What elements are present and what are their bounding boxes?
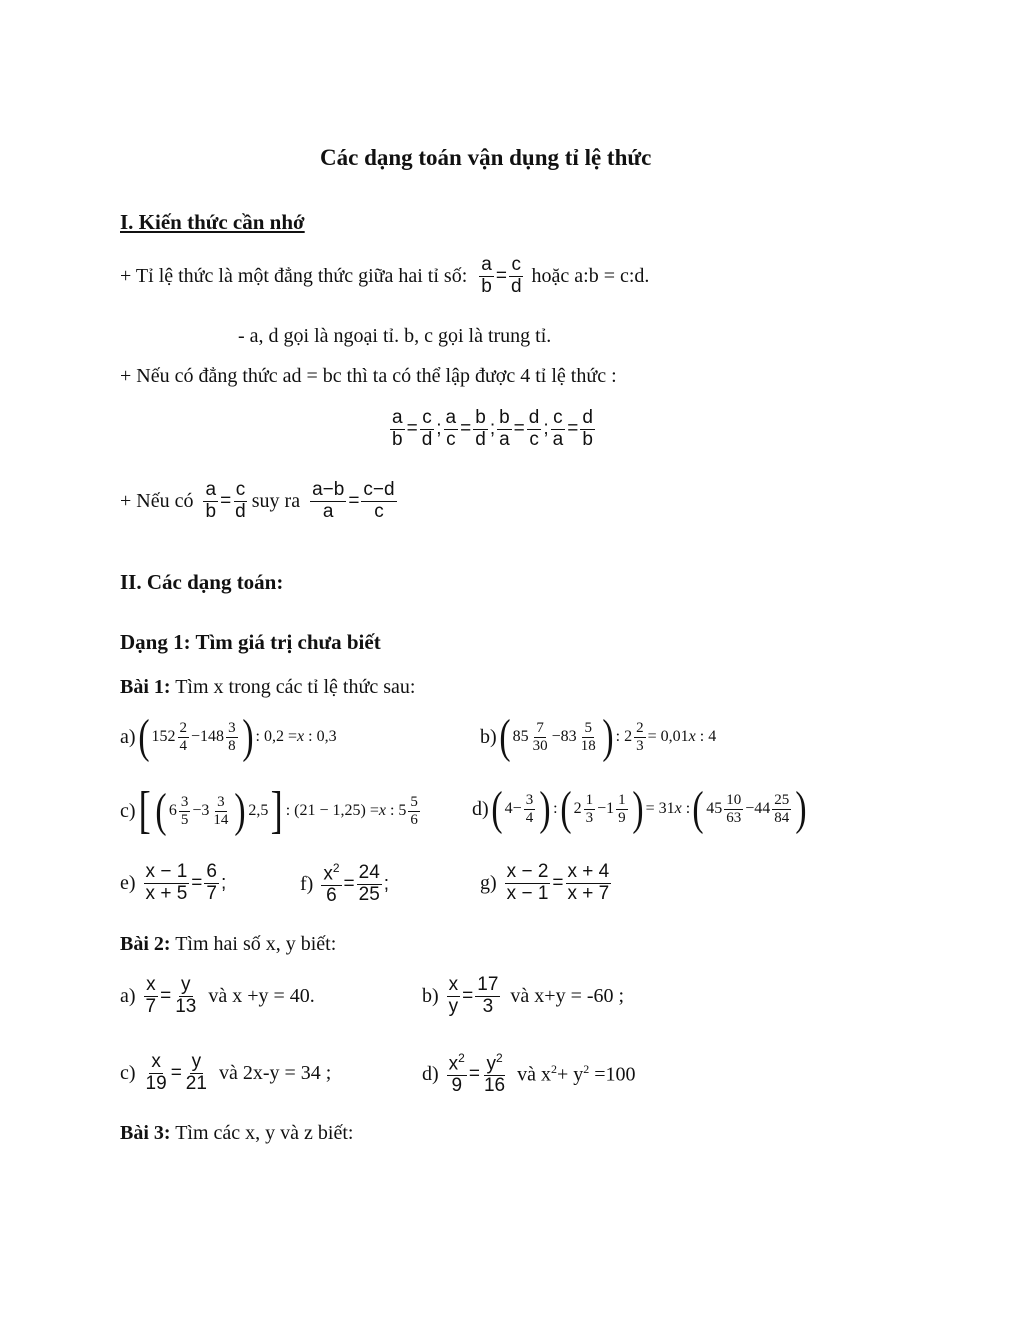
bai2-b-condition: và x+y = -60 ;	[510, 984, 625, 1007]
definition-text: + Tỉ lệ thức là một đẳng thức giữa hai tỉ số:	[120, 264, 468, 287]
dang1-heading: Dạng 1: Tìm giá trị chưa biết	[120, 630, 381, 654]
bai2-line	[120, 933, 336, 956]
bai1-label: Bài 1:	[120, 676, 171, 698]
corollary-given: $\frac{a}{b}$ = $\frac{c}{d}$	[205, 479, 246, 522]
section-heading-2: II. Các dạng toán:	[120, 570, 284, 594]
bai1-c: c) [ ( 6 $\frac{3}{5}$ −3 $\frac{3}{14}$ ) 2,5 ] : (21 − 1,25) = x : 5 $\frac{5}{6}$	[120, 782, 418, 839]
bai2-label: Bài 2:	[120, 933, 171, 955]
definition-suffix: hoặc a:b = c:d.	[531, 264, 650, 287]
bai2-b: b) $\frac{x}{y}$ = $\frac{17}{3}$ và x+y = -60 ;	[422, 974, 625, 1017]
property-line: + Nếu có đẳng thức ad = bc thì ta có thể lập được 4 tỉ lệ thức :	[120, 365, 617, 387]
bai3-label: Bài 3:	[120, 1122, 171, 1144]
bai1-b: b) ( 85 $\frac{7}{30}$ −83 $\frac{5}{18}$ ) : 2 $\frac{2}{3}$ = 0,01 x : 4	[480, 710, 717, 763]
definition-line	[120, 255, 649, 298]
bai2-text: Tìm hai số x, y biết:	[175, 933, 337, 955]
bai2-c-condition: và 2x-y = 34 ;	[218, 1061, 332, 1084]
page-title: Các dạng toán vận dụng tỉ lệ thức	[320, 145, 652, 170]
bai2-d: d) $\frac{x^2}{9}$ = $\frac{y^2}{16}$ và $x^2+ y^2 =100$	[422, 1051, 636, 1097]
corollary-result: $\frac{a-b}{a}$ = $\frac{c-d}{c}$	[312, 479, 395, 522]
corollary-prefix: + Nếu có	[120, 489, 194, 512]
bai1-d: d) ( 4− $\frac{3}{4}$ ) : ( 2 $\frac{1}{3}$ −1 $\frac{1}{9}$ ) = 31 x : ( 45 $\frac{10}{63}$ −44 $\frac{25}{84}$ )	[472, 782, 807, 835]
section-heading-1: I. Kiến thức cần nhớ	[120, 210, 305, 234]
bai2-a: a) $\frac{x}{7}$ = $\frac{y}{13}$ và x +y = 40.	[120, 974, 315, 1017]
bai1-g: g) $\frac{x - 2}{x - 1}$ = $\frac{x + 4}{x + 7}$	[480, 861, 610, 904]
bai2-d-condition: và $x^2+ y^2 =100$	[517, 1062, 636, 1086]
bai1-line	[120, 676, 415, 699]
bai3-text: Tìm các x, y và z biết:	[175, 1122, 354, 1144]
bai1-e: e) $\frac{x - 1}{x + 5}$ = $\frac{6}{7}$ ;	[120, 861, 227, 904]
corollary-line	[120, 480, 399, 523]
terms-line: - a, d gọi là ngoại tỉ. b, c gọi là trung tỉ.	[238, 325, 552, 347]
corollary-mid: suy ra	[251, 489, 301, 512]
four-proportions: $\frac{a}{b}$ = $\frac{c}{d}$ ; $\frac{a}{c}$ = $\frac{b}{d}$ ; $\frac{b}{a}$ = $\frac{d}{c}$ ; $\frac{c}{a}$ = $\frac{d}{b}$	[392, 407, 593, 450]
ratio-formula: $\frac{a}{b}$ = $\frac{c}{d}$	[481, 254, 522, 297]
bai2-a-condition: và x +y = 40.	[208, 984, 315, 1007]
bai1-f: f) $\frac{x^2}{6}$ = $\frac{24}{25}$ ;	[300, 861, 390, 907]
bai2-c: c) $\frac{x}{19}$ = $\frac{y}{21}$ và 2x-y = 34 ;	[120, 1051, 332, 1094]
bai3-line	[120, 1122, 353, 1145]
bai1-a: a) ( 152 $\frac{2}{4}$ −148 $\frac{3}{8}$ ) : 0,2 = x : 0,3	[120, 710, 337, 763]
bai1-text: Tìm x trong các tỉ lệ thức sau:	[175, 676, 416, 698]
